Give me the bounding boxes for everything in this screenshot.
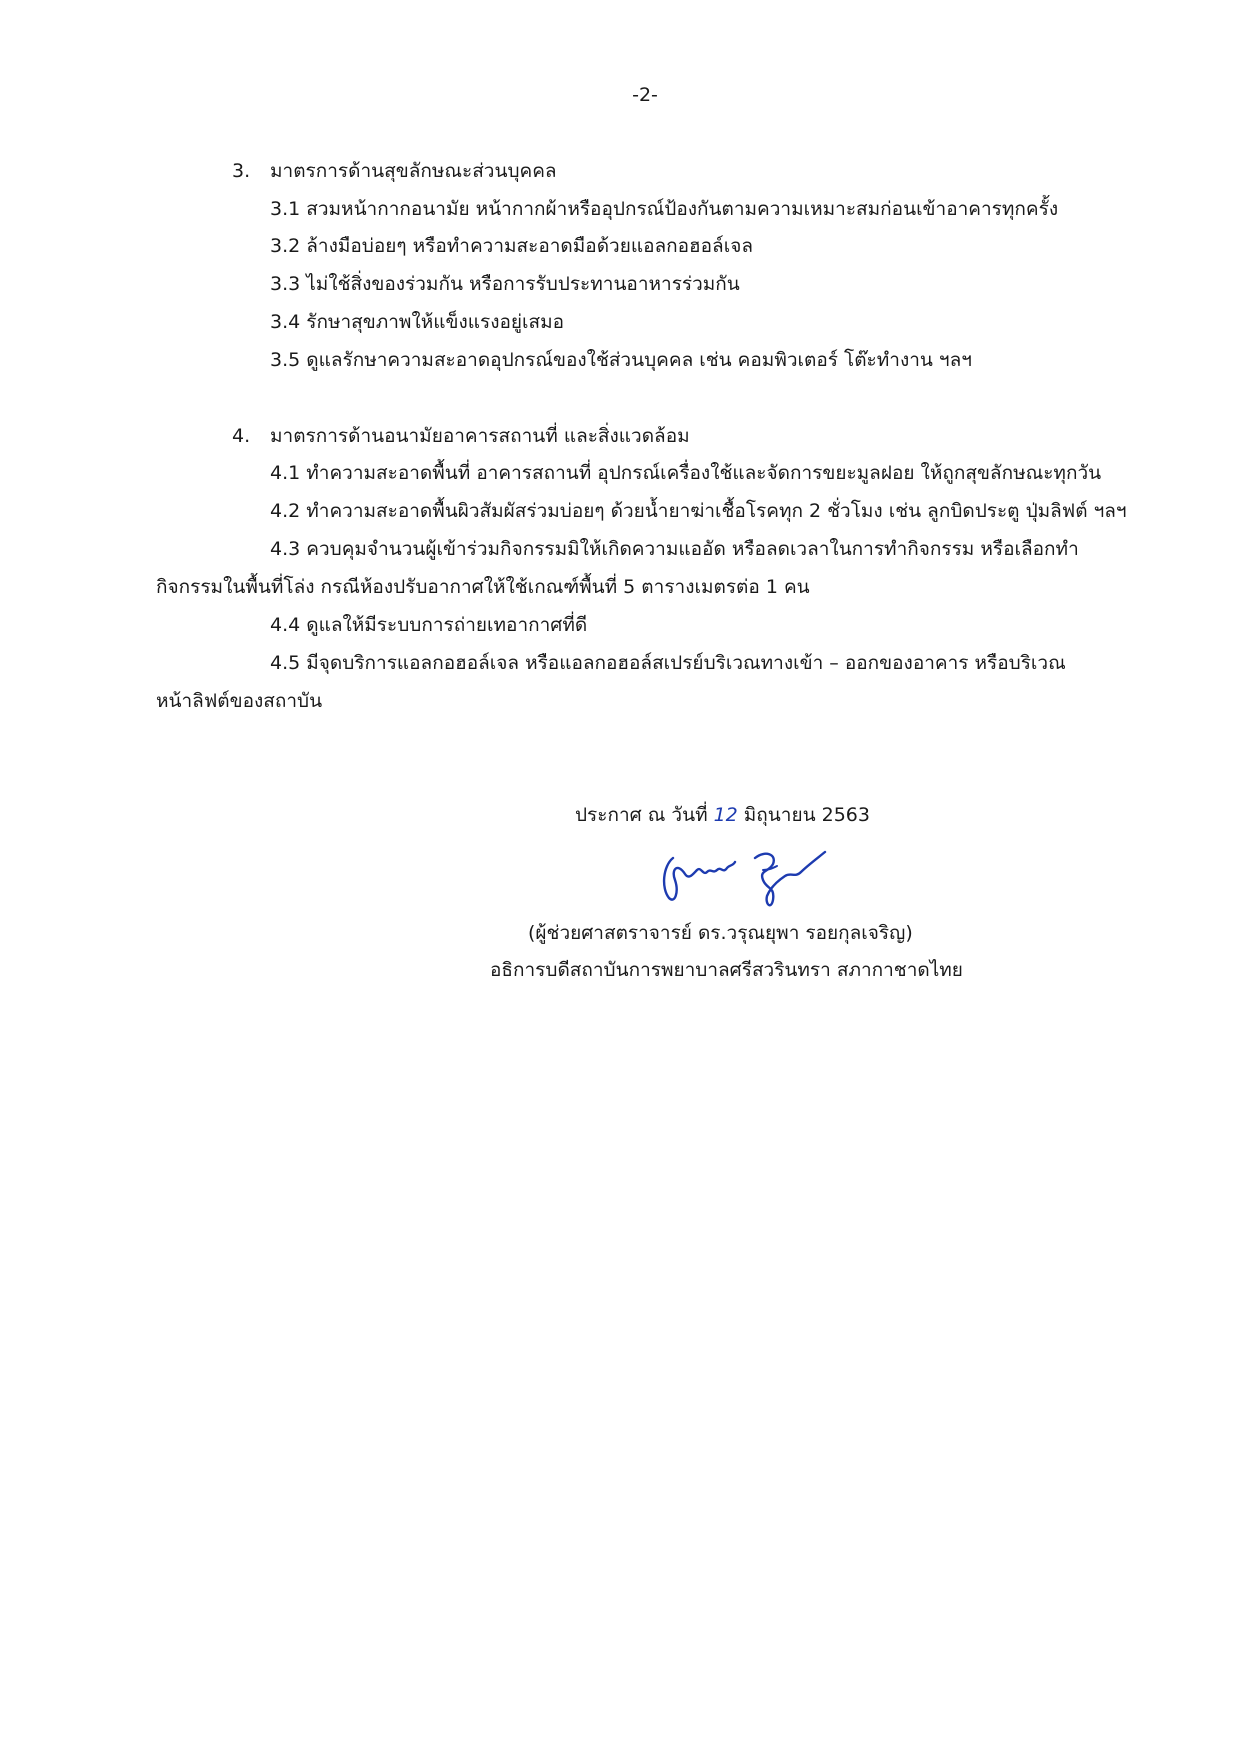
section-3-item-1: 3.1 สวมหน้ากากอนามัย หน้ากากผ้าหรืออุปกรณ์ป้องกันตามความเหมาะสมก่อนเข้าอาคารทุกครั้ง [270,198,1059,220]
section-4-heading [232,423,690,449]
handwritten-signature [655,840,855,920]
section-4-number: 4. [232,425,251,447]
announcement-date [575,802,870,828]
section-4-title: มาตรการด้านอนามัยอาคารสถานที่ และสิ่งแวดล้อม [270,425,690,447]
section-3-item-4: 3.4 รักษาสุขภาพให้แข็งแรงอยู่เสมอ [270,311,565,333]
page-number: -2- [632,84,658,106]
section-3-item-2: 3.2 ล้างมือบ่อยๆ หรือทำความสะอาดมือด้วยแอลกอฮอล์เจล [270,235,753,257]
signatory-position: อธิการบดีสถาบันการพยาบาลศรีสวรินทรา สภากาชาดไทย [490,959,963,981]
announcement-day: 12 [713,804,738,826]
section-4-item-5-continued: หน้าลิฟต์ของสถาบัน [156,690,323,712]
section-4-item-4: 4.4 ดูแลให้มีระบบการถ่ายเทอากาศที่ดี [270,614,588,636]
section-3-title: มาตรการด้านสุขลักษณะส่วนบุคคล [270,160,557,182]
section-4-item-5: 4.5 มีจุดบริการแอลกอฮอล์เจล หรือแอลกอฮอล์สเปรย์บริเวณทางเข้า – ออกของอาคาร หรือบริเวณ [270,652,1066,674]
section-4-item-3: 4.3 ควบคุมจำนวนผู้เข้าร่วมกิจกรรมมิให้เกิดความแออัด หรือลดเวลาในการทำกิจกรรม หรือเลือกทำ [270,538,1079,560]
announcement-month-year: มิถุนายน 2563 [743,804,870,826]
section-4-item-2: 4.2 ทำความสะอาดพื้นผิวสัมผัสร่วมบ่อยๆ ด้วยน้ำยาฆ่าเชื้อโรคทุก 2 ชั่วโมง เช่น ลูกบิดประตู ปุ่มลิฟต์ ฯลฯ [270,500,1127,522]
section-3-item-5: 3.5 ดูแลรักษาความสะอาดอุปกรณ์ของใช้ส่วนบุคคล เช่น คอมพิวเตอร์ โต๊ะทำงาน ฯลฯ [270,349,972,371]
section-3-heading [232,158,557,184]
section-3-number: 3. [232,160,251,182]
announcement-prefix: ประกาศ ณ วันที่ [575,804,708,826]
signatory-name: (ผู้ช่วยศาสตราจารย์ ดร.วรุณยุพา รอยกุลเจริญ) [528,922,913,944]
section-3-item-3: 3.3 ไม่ใช้สิ่งของร่วมกัน หรือการรับประทานอาหารร่วมกัน [270,273,740,295]
section-4-item-1: 4.1 ทำความสะอาดพื้นที่ อาคารสถานที่ อุปกรณ์เครื่องใช้และจัดการขยะมูลฝอย ให้ถูกสุขลักษณะทุกวัน [270,462,1102,484]
section-4-item-3-continued: กิจกรรมในพื้นที่โล่ง กรณีห้องปรับอากาศให้ใช้เกณฑ์พื้นที่ 5 ตารางเมตรต่อ 1 คน [156,576,810,598]
